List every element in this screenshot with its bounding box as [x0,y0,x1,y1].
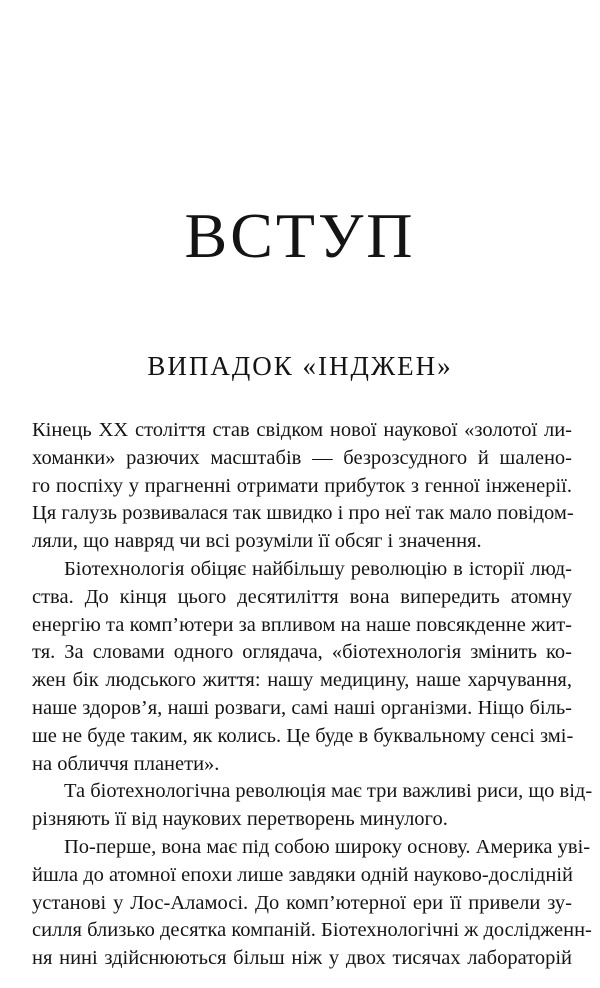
text-line: жен бік людського життя: нашу медицину, наше харчування, [32,669,572,692]
text-line: установі у Лос-Аламосі. До комп’ютерної ери її привели зу- [32,891,572,914]
text-line: Біотехнологія обіцяє найбільшу революцію в історії люд- [64,557,572,580]
text-line: ня нині здійснюються більш ніж у двох тисячах лабораторій [32,947,572,970]
chapter-title: ВСТУП [184,200,416,271]
text-line: ляли, що навряд чи всі розуміли її обсяг і значення. [32,530,482,553]
text-line: Та біотехнологічна революція має три важливі риси, що від- [64,780,593,803]
text-line: ства. До кінця цього десятиліття вона випередить атомну [32,585,572,608]
body-text [32,417,593,973]
text-line: йшла до атомної епохи лише завдяки одній науково-дослідній [32,863,573,886]
text-line: Ця галузь розвивалася так швидко і про неї так мало повідом- [32,502,574,525]
text-line: го поспіху у прагненні отримати прибуток з генної інженерії. [32,474,572,497]
text-line: ше не буде таким, як колись. Це буде в буквальному сенсі змі- [32,724,574,747]
text-line: Кінець XX століття став свідком нової наукової «золотої ли- [32,419,572,441]
text-line: на обличчя планети». [32,752,220,775]
section-title: ВИПАДОК «ІНДЖЕН» [147,351,453,381]
text-line: По-перше, вона має під собою широку основу. Америка уві- [64,835,591,858]
text-line: хоманки» разючих масштабів — безрозсудного й шалено- [32,446,572,469]
text-line: енергію та комп’ютери за впливом на наше повсякденне жит- [32,613,572,636]
text-line: наше здоров’я, наші розваги, самі наші організми. Ніщо біль- [32,696,572,719]
text-line: різняють її від наукових перетворень минулого. [32,808,448,831]
text-line: тя. За словами одного оглядача, «біотехнологія змінить ко- [32,641,572,664]
text-line: силля близько десятка компаній. Біотехнологічні ж дослідженн- [32,919,592,942]
